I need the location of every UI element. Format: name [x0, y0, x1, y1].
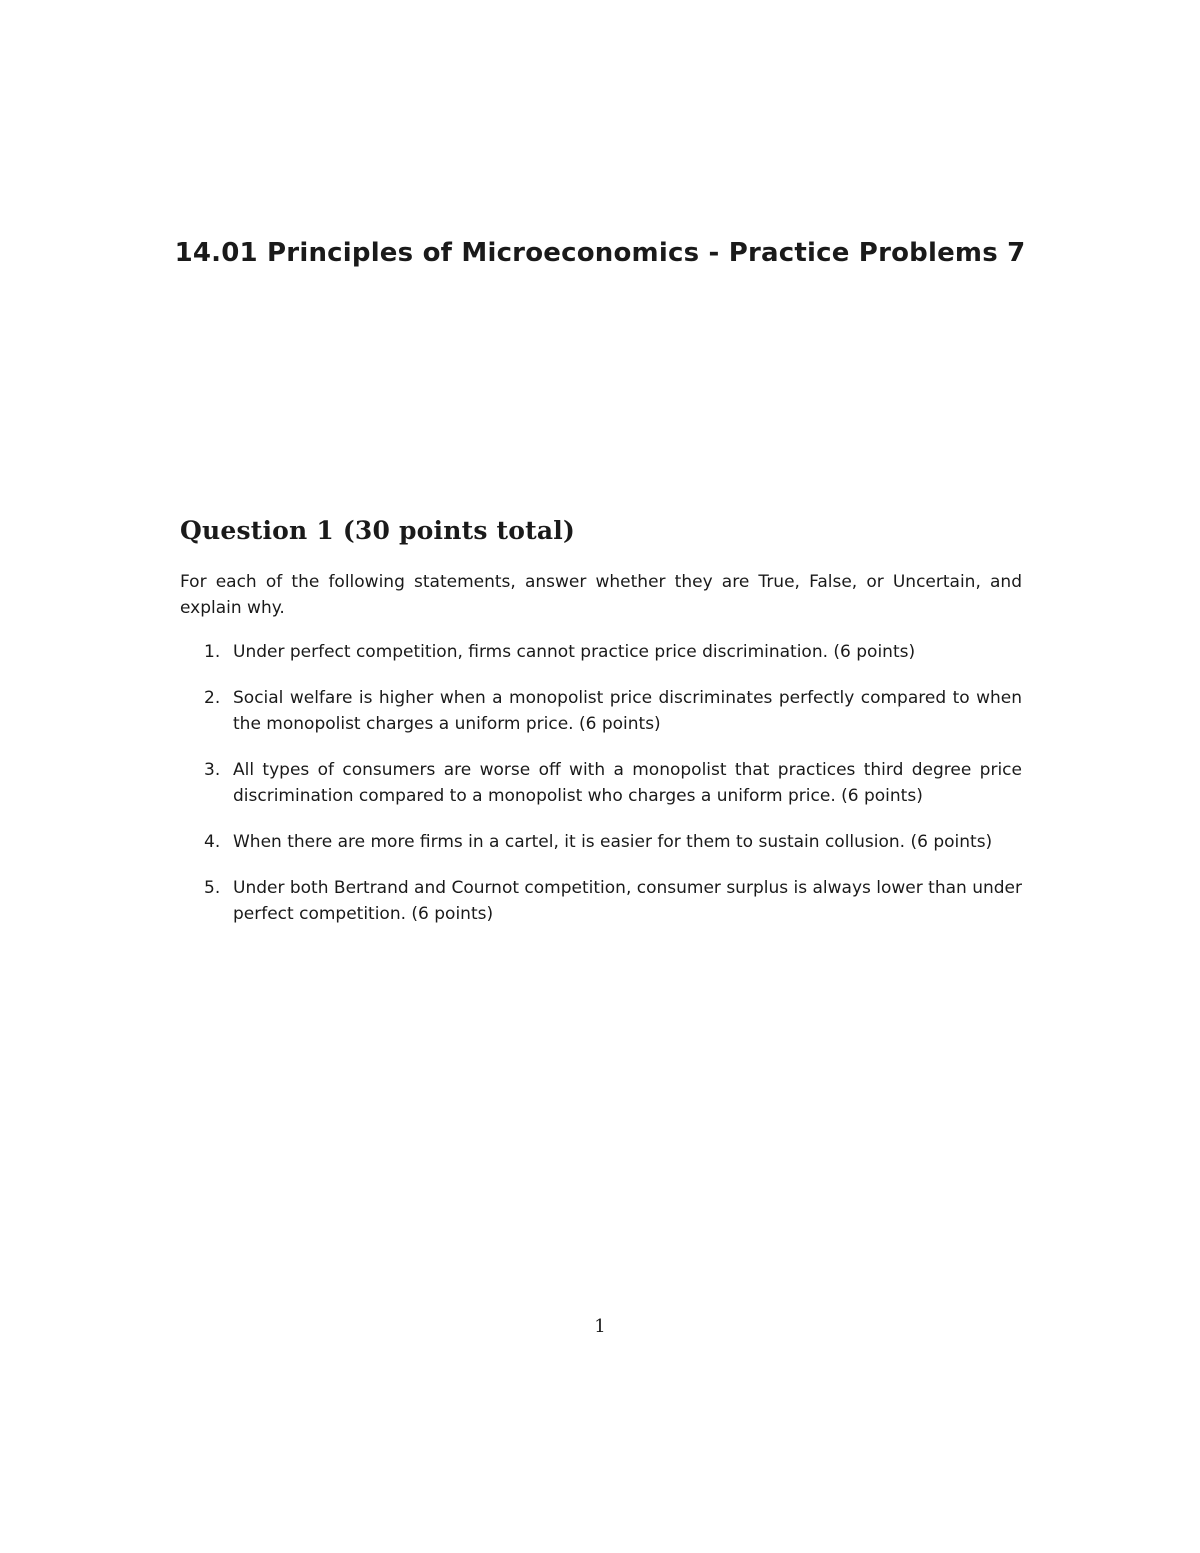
statement-item-1: [180, 639, 1022, 665]
question-1-instructions: For each of the following statements, answer whether they are True, False, or Uncertain, and explain why.: [180, 572, 1022, 618]
statement-text: When there are more firms in a cartel, it is easier for them to sustain collusion. (6 points): [233, 832, 993, 852]
statement-number: 2.: [204, 688, 221, 708]
statement-text: Social welfare is higher when a monopolist price discriminates perfectly compared to when the monopolist charges a uniform price. (6 points): [233, 688, 1022, 734]
statement-number: 3.: [204, 760, 221, 780]
statement-number: 4.: [204, 832, 221, 852]
statement-number: 1.: [204, 642, 221, 662]
statement-item-3: [180, 757, 1022, 809]
statement-text: Under both Bertrand and Cournot competition, consumer surplus is always lower than under perfect competition. (6 points): [233, 878, 1022, 924]
statement-number: 5.: [204, 878, 221, 898]
statement-item-5: [180, 875, 1022, 927]
statement-item-2: [180, 685, 1022, 737]
statement-list: [180, 639, 1022, 927]
question-1-section: [180, 516, 1022, 947]
page-number: 1: [594, 1316, 606, 1337]
statement-text: All types of consumers are worse off with a monopolist that practices third degree price discrimination compared to a monopolist who charges a uniform price. (6 points): [233, 760, 1022, 806]
question-1-heading: Question 1 (30 points total): [180, 516, 576, 545]
statement-item-4: [180, 829, 1022, 855]
document-title: 14.01 Principles of Microeconomics - Practice Problems 7: [174, 238, 1026, 268]
statement-text: Under perfect competition, firms cannot practice price discrimination. (6 points): [233, 642, 916, 662]
